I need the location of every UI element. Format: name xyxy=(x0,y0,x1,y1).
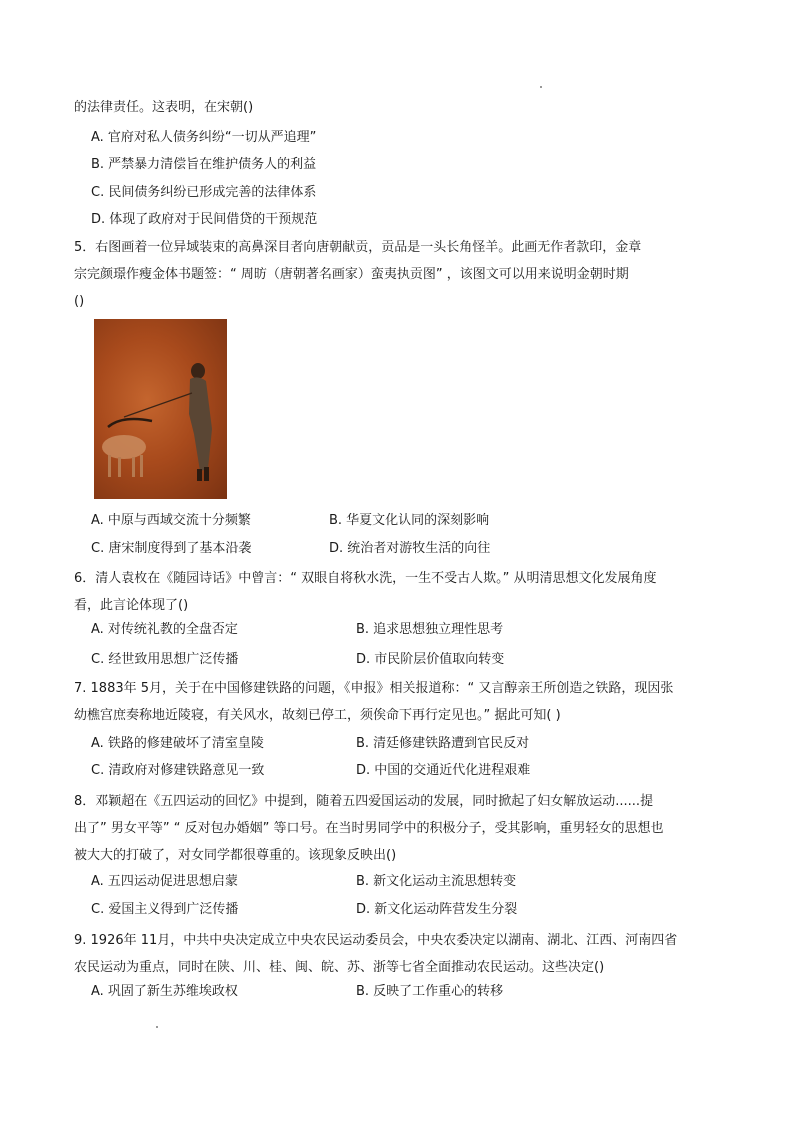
goat-leg-3 xyxy=(132,457,135,477)
q5-option-a[interactable]: A. 中原与西域交流十分频繁 xyxy=(91,513,251,528)
q6-option-a[interactable]: A. 对传统礼教的全盘否定 xyxy=(91,622,238,637)
scan-speck xyxy=(540,86,542,88)
q8-stem-line-3: 被大大的打破了，对女同学都很尊重的。该现象反映出() xyxy=(74,848,397,863)
q9-stem-line-1: 9. 1926年 11月，中共中央决定成立中央农民运动委员会，中央农委决定以湖南、湖北、江西、河南四省 xyxy=(74,933,678,948)
q9-stem-line-2: 农民运动为重点，同时在陕、川、桂、闽、皖、苏、浙等七省全面推动农民运动。这些决定() xyxy=(74,960,605,975)
goat-horn xyxy=(108,419,152,427)
q5-option-c[interactable]: C. 唐宋制度得到了基本沿袭 xyxy=(91,541,252,556)
q8-option-d[interactable]: D. 新文化运动阵营发生分裂 xyxy=(356,902,518,917)
q7-option-c[interactable]: C. 清政府对修建铁路意见一致 xyxy=(91,763,265,778)
q8-option-c[interactable]: C. 爱国主义得到广泛传播 xyxy=(91,902,239,917)
q5-stem-line-2: 宗完颜璟作瘦金体书题签：“ 周昉（唐朝著名画家）蛮夷执贡图” ，该图文可以用来说明金朝时期 xyxy=(74,267,629,282)
q7-option-a[interactable]: A. 铁路的修建破坏了清室皇陵 xyxy=(91,736,264,751)
q5-option-d[interactable]: D. 统治者对游牧生活的向往 xyxy=(329,541,491,556)
q4-option-a[interactable]: A. 官府对私人债务纠纷“一切从严追理” xyxy=(91,130,317,145)
painting-figures xyxy=(94,319,227,499)
q6-option-b[interactable]: B. 追求思想独立理性思考 xyxy=(356,622,504,637)
q7-stem-line-2: 幼樵宫庶奏称地近陵寝，有关风水，故刻已停工，须俟命下再行定见也。” 据此可知( ) xyxy=(74,708,561,723)
q6-option-d[interactable]: D. 市民阶层价值取向转变 xyxy=(356,652,505,667)
q9-option-a[interactable]: A. 巩固了新生苏维埃政权 xyxy=(91,984,238,999)
q8-stem-line-2: 出了” 男女平等” “ 反对包办婚姻” 等口号。在当时男同学中的积极分子，受其影响，重男轻女的思想也 xyxy=(74,821,664,836)
q4-option-b[interactable]: B. 严禁暴力清偿旨在维护债务人的利益 xyxy=(91,157,317,172)
q6-stem-line-2: 看，此言论体现了() xyxy=(74,598,189,613)
figure-leg-2 xyxy=(204,467,209,481)
q4-option-c[interactable]: C. 民间债务纠纷已形成完善的法律体系 xyxy=(91,185,317,200)
q4-option-d[interactable]: D. 体现了政府对于民间借贷的干预规范 xyxy=(91,212,318,227)
goat-leg-2 xyxy=(118,457,121,477)
q6-option-c[interactable]: C. 经世致用思想广泛传播 xyxy=(91,652,239,667)
q5-option-b[interactable]: B. 华夏文化认同的深刻影响 xyxy=(329,513,490,528)
q9-option-b[interactable]: B. 反映了工作重心的转移 xyxy=(356,984,504,999)
lead-rope xyxy=(124,393,192,417)
q6-stem-line-1: 6．清人袁枚在《随园诗话》中曾言：“ 双眼自将秋水洗，一生不受古人欺。” 从明清思想文化发展角度 xyxy=(74,571,657,586)
goat-leg-4 xyxy=(140,455,143,477)
q7-option-d[interactable]: D. 中国的交通近代化进程艰难 xyxy=(356,763,531,778)
q8-stem-line-1: 8．邓颖超在《五四运动的回忆》中提到，随着五四爱国运动的发展，同时掀起了妇女解放运动......提 xyxy=(74,794,654,809)
q7-stem-line-1: 7. 1883年 5月，关于在中国修建铁路的问题，《申报》相关报道称：“ 又言醇亲王所创造之铁路，现因张 xyxy=(74,681,674,696)
scan-speck-2 xyxy=(156,1026,158,1028)
figure-robe xyxy=(189,377,212,471)
tribute-painting-image xyxy=(94,319,227,499)
q7-option-b[interactable]: B. 清廷修建铁路遭到官民反对 xyxy=(356,736,530,751)
goat-leg xyxy=(108,455,111,477)
q5-stem-line-1: 5．右图画着一位异域装束的高鼻深目者向唐朝献贡，贡品是一头长角怪羊。此画无作者款印，金章 xyxy=(74,240,642,255)
figure-head xyxy=(191,363,205,379)
q5-stem-line-3: () xyxy=(74,294,85,309)
q4-stem-tail: 的法律责任。这表明，在宋朝() xyxy=(74,100,254,115)
figure-leg xyxy=(197,469,202,481)
q8-option-b[interactable]: B. 新文化运动主流思想转变 xyxy=(356,874,517,889)
q8-option-a[interactable]: A. 五四运动促进思想启蒙 xyxy=(91,874,238,889)
